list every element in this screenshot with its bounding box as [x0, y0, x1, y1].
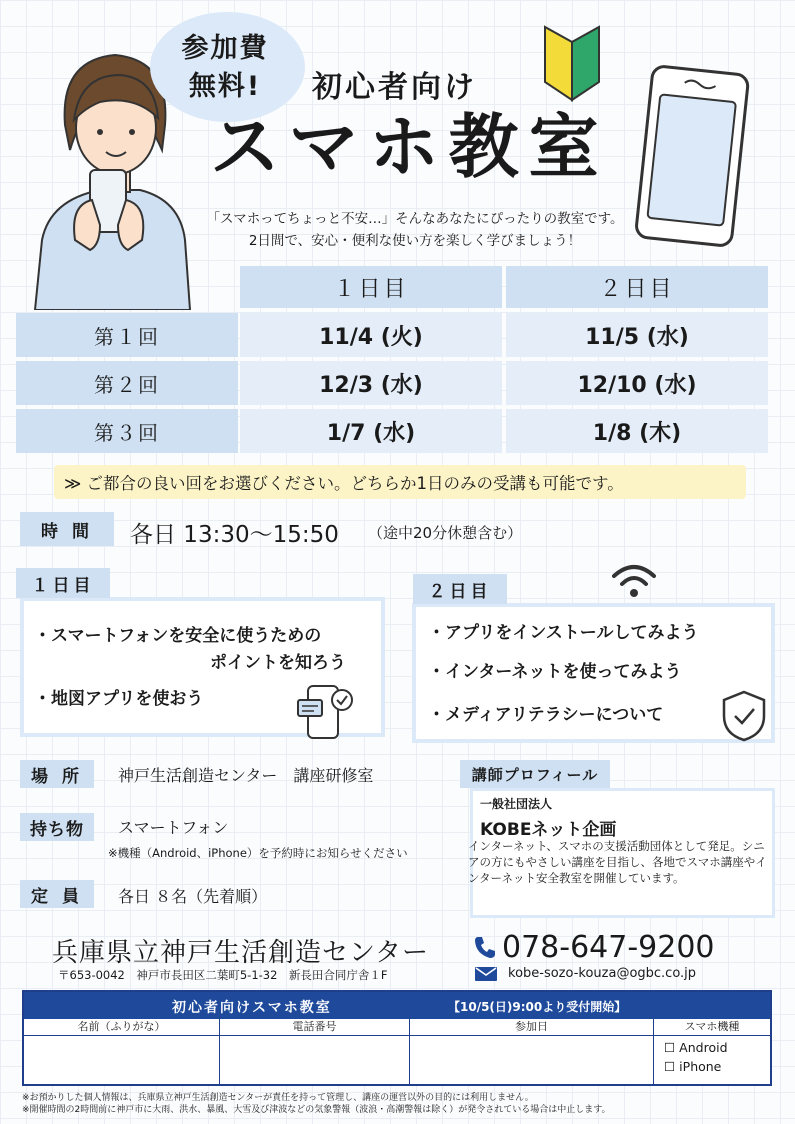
form-phone-header: 電話番号 — [220, 1019, 409, 1036]
time-label: 時 間 — [20, 512, 114, 546]
form-date-input[interactable] — [410, 1036, 653, 1083]
profile-label: 講師プロフィール — [460, 760, 610, 788]
beginner-mark-icon — [537, 22, 607, 102]
row-label-1: 第１回 — [16, 313, 238, 357]
row-label-3: 第３回 — [16, 409, 238, 453]
day2-label: ２日目 — [413, 574, 507, 604]
session1-day2: 11/5 (水) — [506, 313, 768, 357]
address: 〒653-0042 神戸市長田区二葉町5-1-32 新長田合同庁舎１F — [58, 968, 388, 982]
subtitle: 初心者向け — [312, 70, 477, 105]
place-value: 神戸生活創造センター 講座研修室 — [118, 766, 374, 785]
day2-item1: ・アプリをインストールしてみよう — [428, 623, 699, 643]
form-header — [24, 992, 770, 1019]
application-form — [22, 990, 772, 1086]
form-phone-column — [220, 1019, 410, 1084]
phone-number[interactable]: 078-647-9200 — [502, 930, 715, 965]
lead-text — [205, 208, 625, 252]
phone-icon — [472, 934, 498, 960]
session2-day1: 12/3 (水) — [240, 361, 502, 405]
capacity-label: 定 員 — [20, 880, 94, 908]
email-link[interactable]: kobe-sozo-kouza@ogbc.co.jp — [508, 966, 697, 981]
form-name-column — [24, 1019, 220, 1084]
capacity-value: 各日 ８名（先着順） — [118, 887, 268, 906]
row-label-2: 第２回 — [16, 361, 238, 405]
wifi-icon — [608, 560, 660, 600]
lead-line2: 2日間で、安心・便利な使い方を楽しく学びましょう！ — [248, 233, 582, 249]
profile-description: インターネット、スマホの支援活動団体として発足。シニアの方にもやさしい講座を目指し、各地でスマホ講座やインターネット安全教室を開催しています。 — [468, 839, 767, 885]
time-note: （途中20分休憩含む） — [368, 524, 523, 542]
free-badge — [150, 30, 300, 106]
session3-day1: 1/7 (水) — [240, 409, 502, 453]
phone-check-icon — [292, 680, 358, 746]
form-name-header: 名前（ふりがな） — [24, 1019, 219, 1036]
day1-item1-line1: ・スマートフォンを安全に使うための — [34, 626, 322, 646]
org-type: 一般社団法人 — [480, 797, 553, 811]
free-line1: 参加費 — [181, 33, 269, 64]
col-day1-header: １日目 — [240, 266, 502, 308]
schedule-note: ≫ ご都合の良い回をお選びください。どちらか1日のみの受講も可能です。 — [54, 465, 746, 499]
free-line2: 無料! — [188, 71, 262, 102]
session2-day2: 12/10 (水) — [506, 361, 768, 405]
form-title: 初心者向けスマホ教室 — [172, 1000, 332, 1016]
form-date-header: 参加日 — [410, 1019, 653, 1036]
form-device-header: スマホ機種 — [654, 1019, 770, 1036]
lead-line1: 「スマホってちょっと不安…」そんなあなたにぴったりの教室です。 — [206, 211, 624, 227]
smartphone-icon — [622, 62, 762, 252]
day2-item2: ・インターネットを使ってみよう — [428, 662, 682, 682]
col-day2-header: ２日目 — [506, 266, 768, 308]
page-title: スマホ教室 — [210, 106, 609, 188]
form-date-column — [410, 1019, 654, 1084]
time-value: 各日 13:30〜15:50 — [130, 522, 339, 548]
org-name: KOBEネット企画 — [480, 820, 617, 840]
day2-item3: ・メディアリテラシーについて — [428, 705, 664, 725]
session1-day1: 11/4 (火) — [240, 313, 502, 357]
session3-day2: 1/8 (木) — [506, 409, 768, 453]
form-reception: 【10/5(日)9:00より受付開始】 — [448, 1000, 627, 1014]
footnote-privacy: ※お預かりした個人情報は、兵庫県立神戸生活創造センターが責任を持って管理し、講座の運営以外の目的には利用しません。 — [22, 1093, 534, 1103]
footnote-weather: ※開催時間の2時間前に神戸市に大雨、洪水、暴風、大雪及び津波などの気象警報（波浪・高潮警報は除く）が発令されている場合は中止します。 — [22, 1105, 611, 1115]
day1-item2: ・地図アプリを使おう — [34, 689, 204, 709]
center-name: 兵庫県立神戸生活創造センター — [52, 938, 429, 968]
form-phone-input[interactable] — [220, 1036, 409, 1083]
option-android[interactable]: ☐ Android — [664, 1040, 728, 1055]
form-name-input[interactable] — [24, 1036, 219, 1083]
bring-label: 持ち物 — [20, 813, 94, 841]
form-device-column — [654, 1019, 770, 1084]
bring-value: スマートフォン — [118, 818, 229, 837]
mail-icon — [474, 966, 498, 982]
day1-item1-line2: ポイントを知ろう — [210, 653, 346, 673]
bring-note: ※機種（Android、iPhone）を予約時にお知らせください — [108, 846, 408, 860]
day1-label: １日目 — [16, 568, 110, 598]
shield-check-icon — [718, 688, 770, 744]
place-label: 場 所 — [20, 760, 94, 788]
option-iphone[interactable]: ☐ iPhone — [664, 1059, 722, 1074]
